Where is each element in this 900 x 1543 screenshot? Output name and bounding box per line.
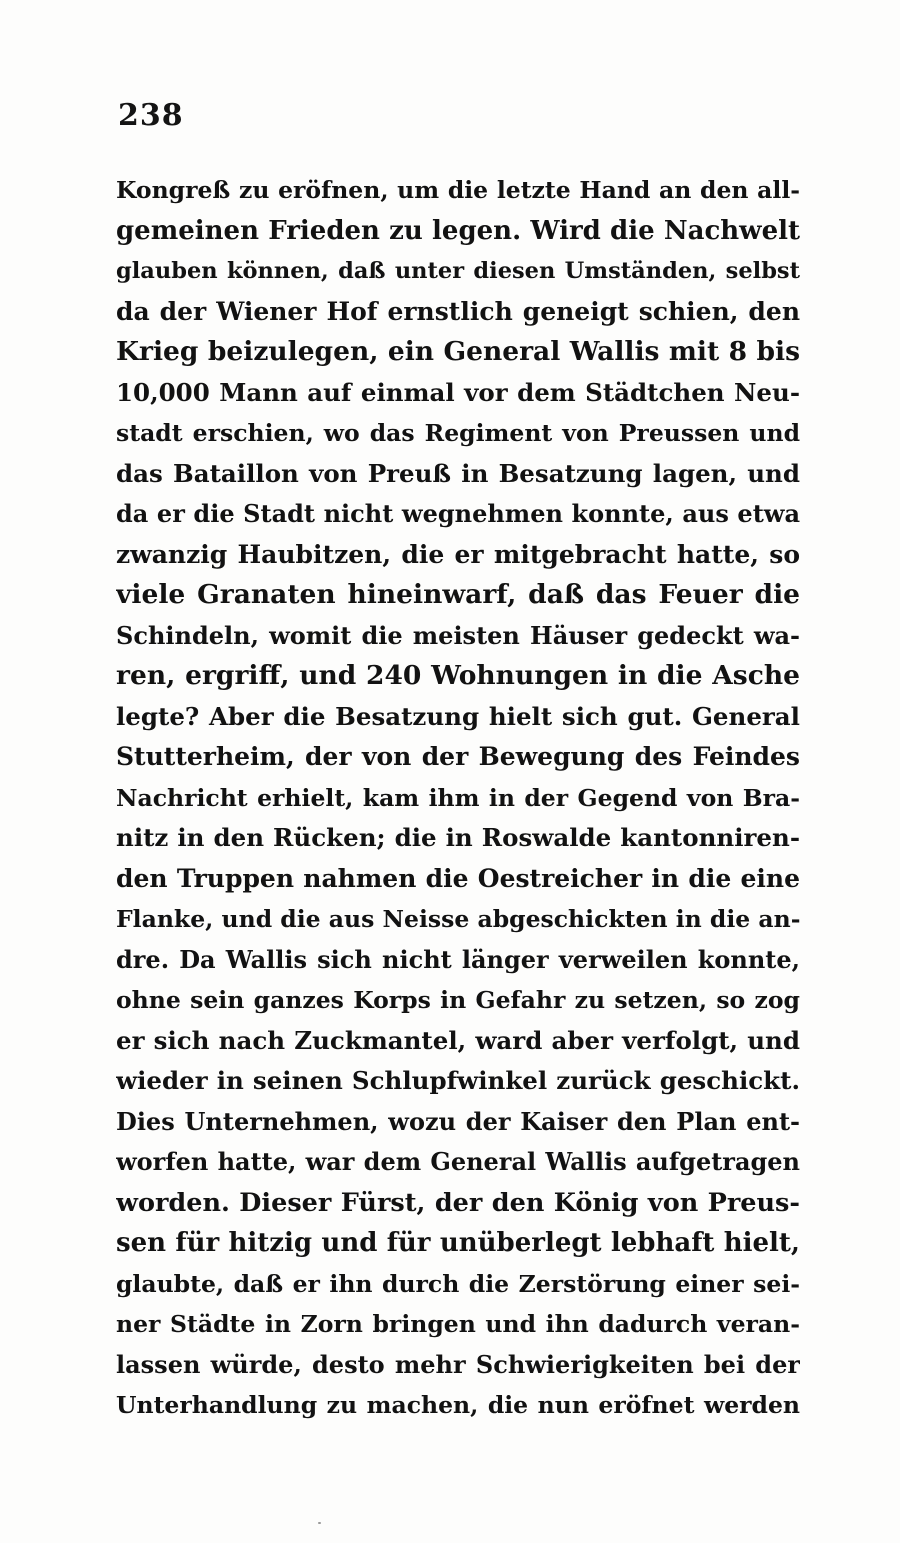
text-line: ren, ergriff, und 240 Wohnungen in die Asche [116,660,800,691]
text-line: er sich nach Zuckmantel, ward aber verfolgt, und [116,1025,800,1055]
text-line: wieder in seinen Schlupfwinkel zurück geschickt. [116,1066,800,1095]
text-line: nitz in den Rücken; die in Roswalde kantonniren- [116,823,800,852]
text-line: worden. Dieser Fürst, der den König von Preus- [116,1187,800,1218]
text-line: Schindeln, womit die meisten Häuser gedeckt wa- [116,620,800,650]
text-line: worfen hatte, war dem General Wallis aufgetragen [116,1147,800,1176]
text-line: den Truppen nahmen die Oestreicher in die eine [116,863,800,893]
text-line: Kongreß zu eröfnen, um die letzte Hand an den all- [116,176,800,204]
text-line: legte? Aber die Besatzung hielt sich gut. General [116,701,800,731]
page-number: 238 [118,98,184,133]
text-line: zwanzig Haubitzen, die er mitgebracht hatte, so [116,539,800,569]
text-line: Krieg beizulegen, ein General Wallis mit 8 bis [116,336,800,367]
text-line: ohne sein ganzes Korps in Gefahr zu setzen, so zog [116,986,800,1014]
text-line: Nachricht erhielt, kam ihm in der Gegend von Bra- [116,783,800,812]
text-line: dre. Da Wallis sich nicht länger verweilen konnte, [116,944,800,974]
text-line: das Bataillon von Preuß in Besatzung lagen, und [116,458,800,488]
text-line: sen für hitzig und für unüberlegt lebhaft hielt, [116,1228,800,1258]
text-line: stadt erschien, wo das Regiment von Preussen und [116,419,800,447]
text-line: Flanke, und die aus Neisse abgeschickten in die an- [116,905,800,933]
text-line: da er die Stadt nicht wegnehmen konnte, aus etwa [116,499,800,528]
text-line: Dies Unternehmen, wozu der Kaiser den Plan ent- [116,1106,800,1136]
text-line: gemeinen Frieden zu legen. Wird die Nachwelt [116,215,800,246]
text-line: Unterhandlung zu machen, die nun eröfnet werden [116,1391,800,1419]
text-line: glauben können, daß unter diesen Umständen, selbst [116,258,800,284]
text-line: ner Städte in Zorn bringen und ihn dadurch veran- [116,1310,800,1338]
text-line: Stutterheim, der von der Bewegung des Feindes [116,742,800,771]
body-text [116,170,800,1426]
paper-speck [318,1522,321,1524]
text-line: 10,000 Mann auf einmal vor dem Städtchen Neu- [116,377,800,407]
text-line: da der Wiener Hof ernstlich geneigt schien, den [116,296,800,326]
text-line: viele Granaten hineinwarf, daß das Feuer die [116,579,800,610]
text-line: lassen würde, desto mehr Schwierigkeiten bei der [116,1349,800,1379]
text-line: glaubte, daß er ihn durch die Zerstörung einer sei- [116,1269,800,1298]
